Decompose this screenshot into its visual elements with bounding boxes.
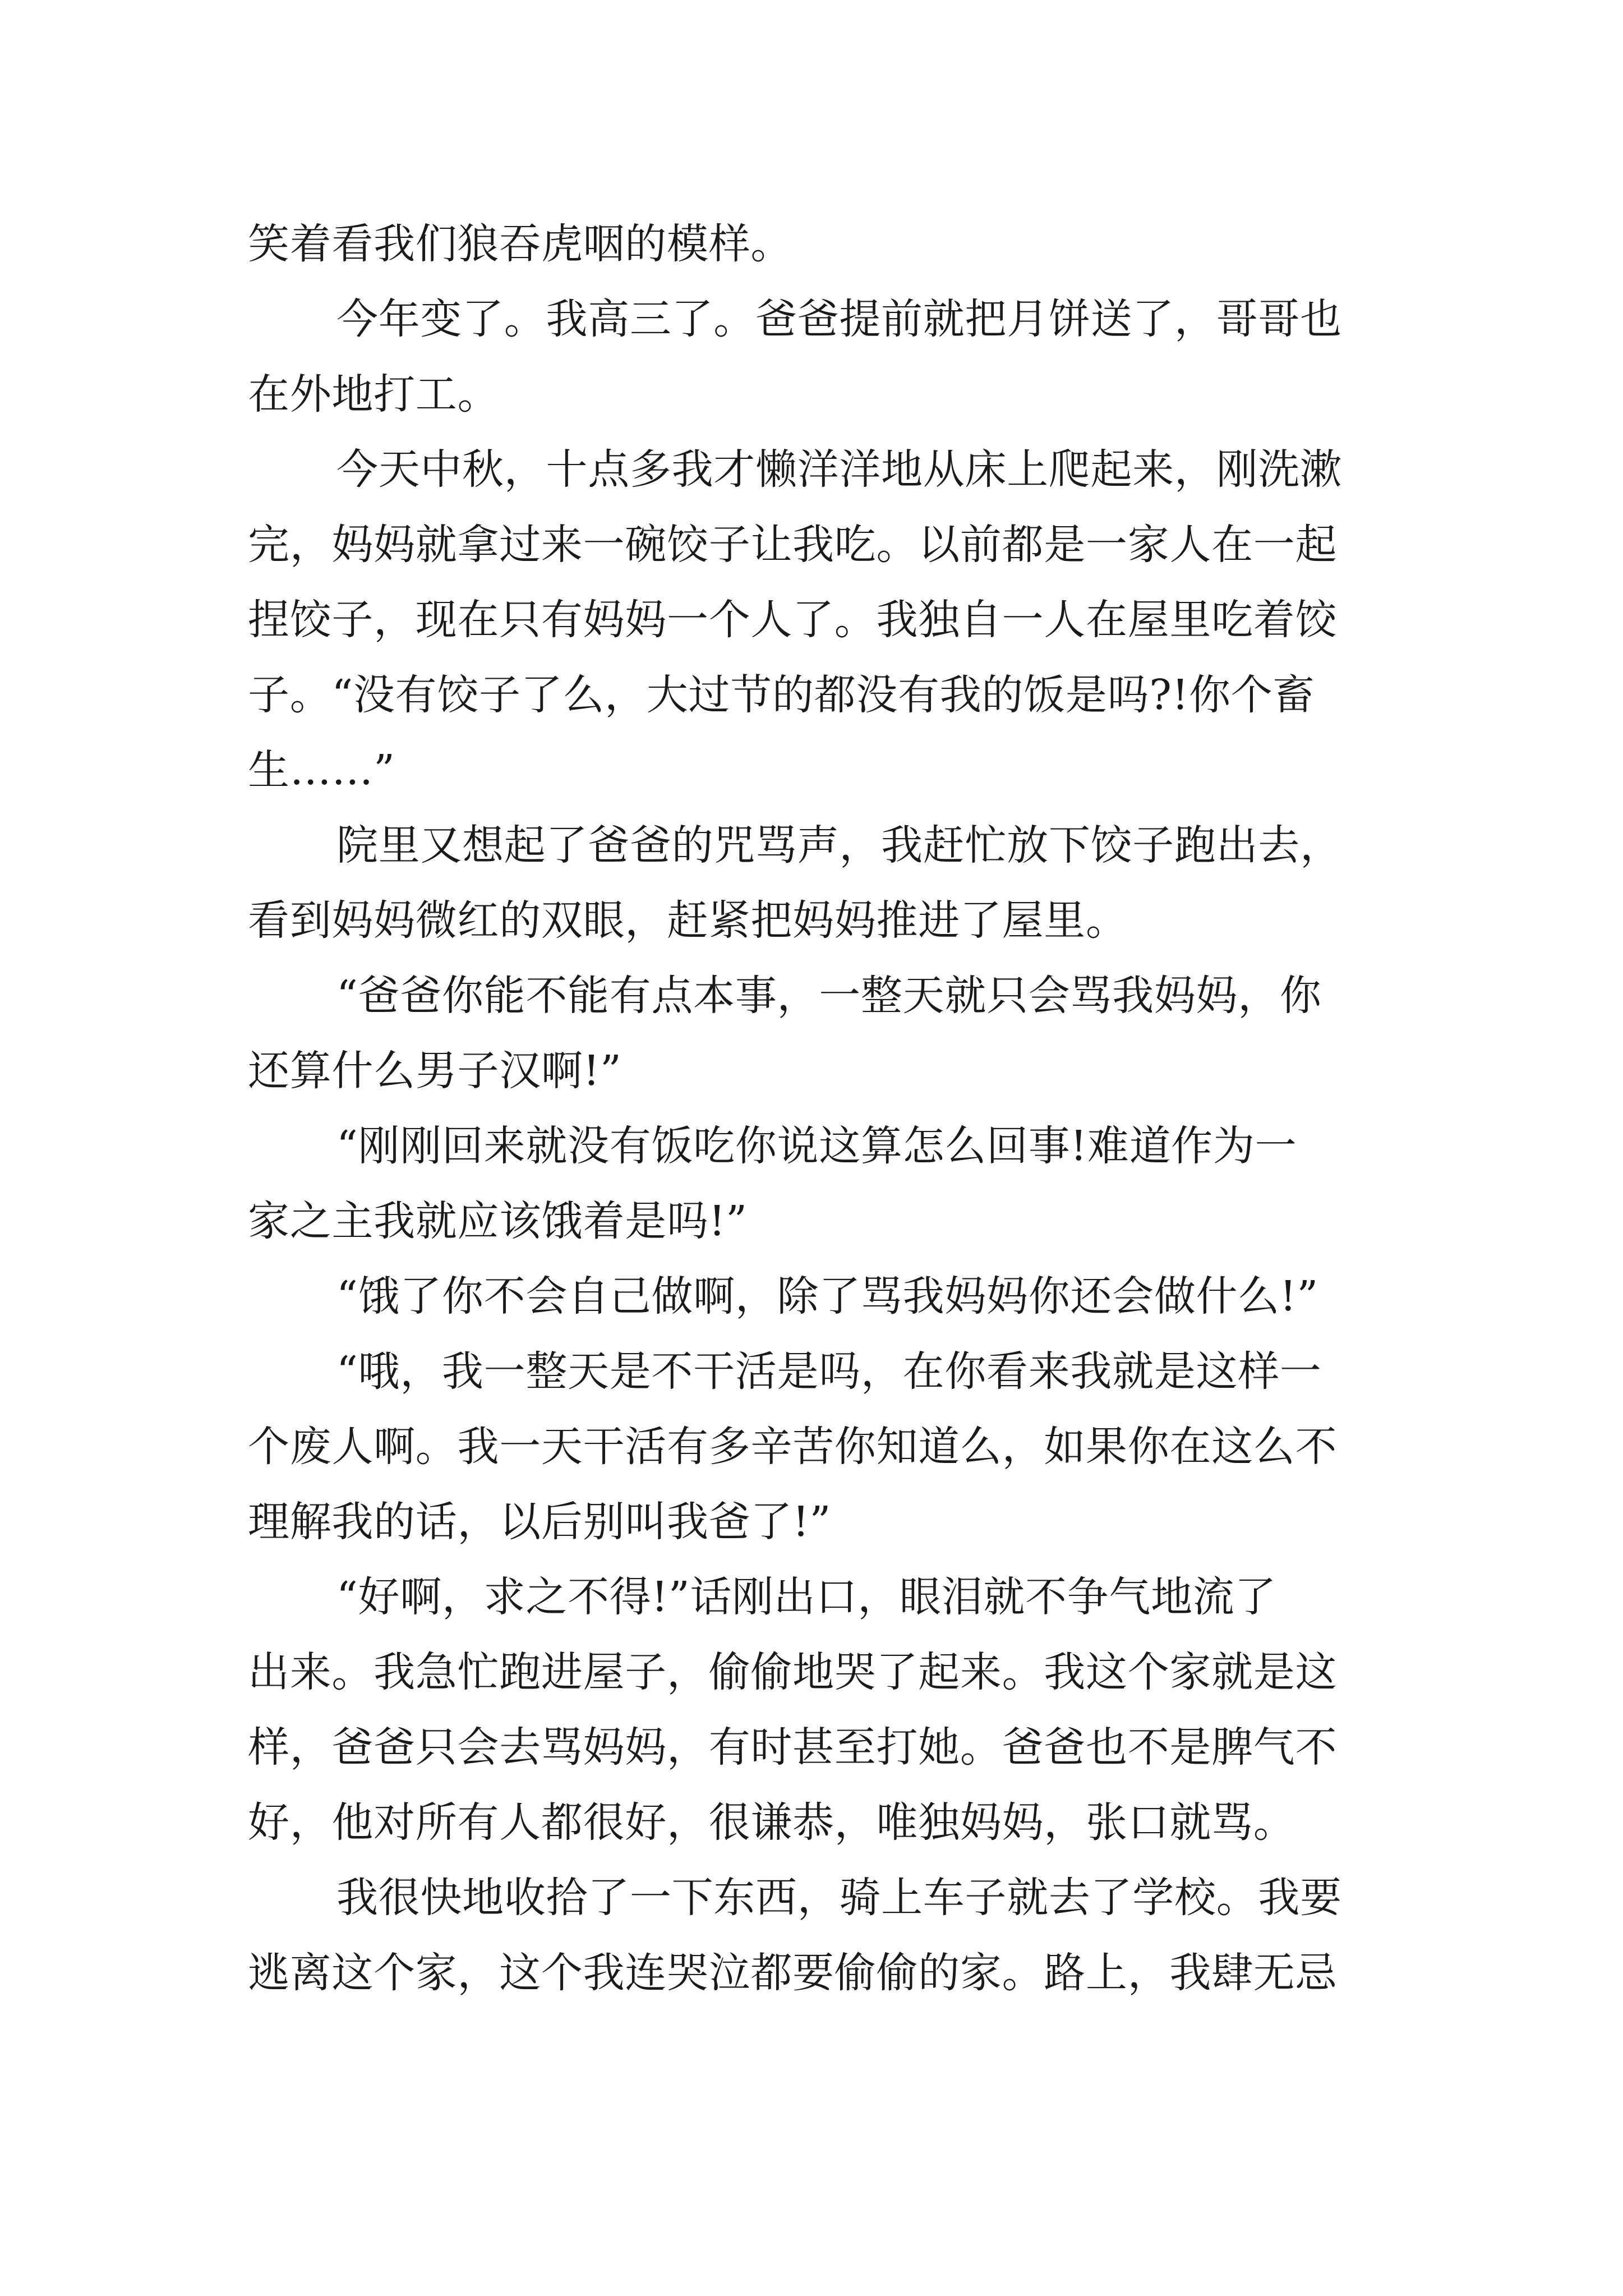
text-line: 家之主我就应该饿着是吗!” <box>248 1197 748 1245</box>
text-line: 子。“没有饺子了么，大过节的都没有我的饭是吗?!你个畜 <box>248 671 1315 719</box>
essay-body <box>248 206 1392 2010</box>
text-line: 我很快地收拾了一下东西，骑上车子就去了学校。我要 <box>336 1874 1342 1922</box>
text-line: 个废人啊。我一天干活有多辛苦你知道么，如果你在这么不 <box>248 1423 1338 1471</box>
text-line: 还算什么男子汉啊!” <box>248 1047 622 1095</box>
text-line: 看到妈妈微红的双眼，赶紧把妈妈推进了屋里。 <box>248 896 1128 945</box>
text-line: 生……” <box>248 746 395 794</box>
text-line: 理解我的话，以后别叫我爸了!” <box>248 1498 832 1546</box>
text-line: 好，他对所有人都很好，很谦恭，唯独妈妈，张口就骂。 <box>248 1798 1295 1847</box>
text-line: “哦，我一整天是不干活是吗，在你看来我就是这样一 <box>336 1347 1322 1396</box>
text-line: 院里又想起了爸爸的咒骂声，我赶忙放下饺子跑出去， <box>336 821 1342 869</box>
text-line: “饿了你不会自己做啊，除了骂我妈妈你还会做什么!” <box>336 1272 1318 1320</box>
text-line: 捏饺子，现在只有妈妈一个人了。我独自一人在屋里吃着饺 <box>248 596 1338 644</box>
text-line: 样，爸爸只会去骂妈妈，有时甚至打她。爸爸也不是脾气不 <box>248 1723 1338 1772</box>
text-line: 今年变了。我高三了。爸爸提前就把月饼送了，哥哥也 <box>336 295 1342 343</box>
text-line: “好啊，求之不得!”话刚出口，眼泪就不争气地流了 <box>336 1573 1277 1621</box>
text-line: 笑着看我们狼吞虎咽的模样。 <box>248 220 793 268</box>
text-line: 出来。我急忙跑进屋子，偷偷地哭了起来。我这个家就是这 <box>248 1648 1338 1696</box>
text-line: “爸爸你能不能有点本事，一整天就只会骂我妈妈，你 <box>336 972 1322 1020</box>
text-line: “刚刚回来就没有饭吃你说这算怎么回事!难道作为一 <box>336 1122 1297 1170</box>
text-line: 完，妈妈就拿过来一碗饺子让我吃。以前都是一家人在一起 <box>248 521 1338 569</box>
text-line: 逃离这个家，这个我连哭泣都要偷偷的家。路上，我肆无忌 <box>248 1949 1338 1997</box>
text-line: 今天中秋，十点多我才懒洋洋地从床上爬起来，刚洗漱 <box>336 445 1342 494</box>
text-line: 在外地打工。 <box>248 370 500 418</box>
